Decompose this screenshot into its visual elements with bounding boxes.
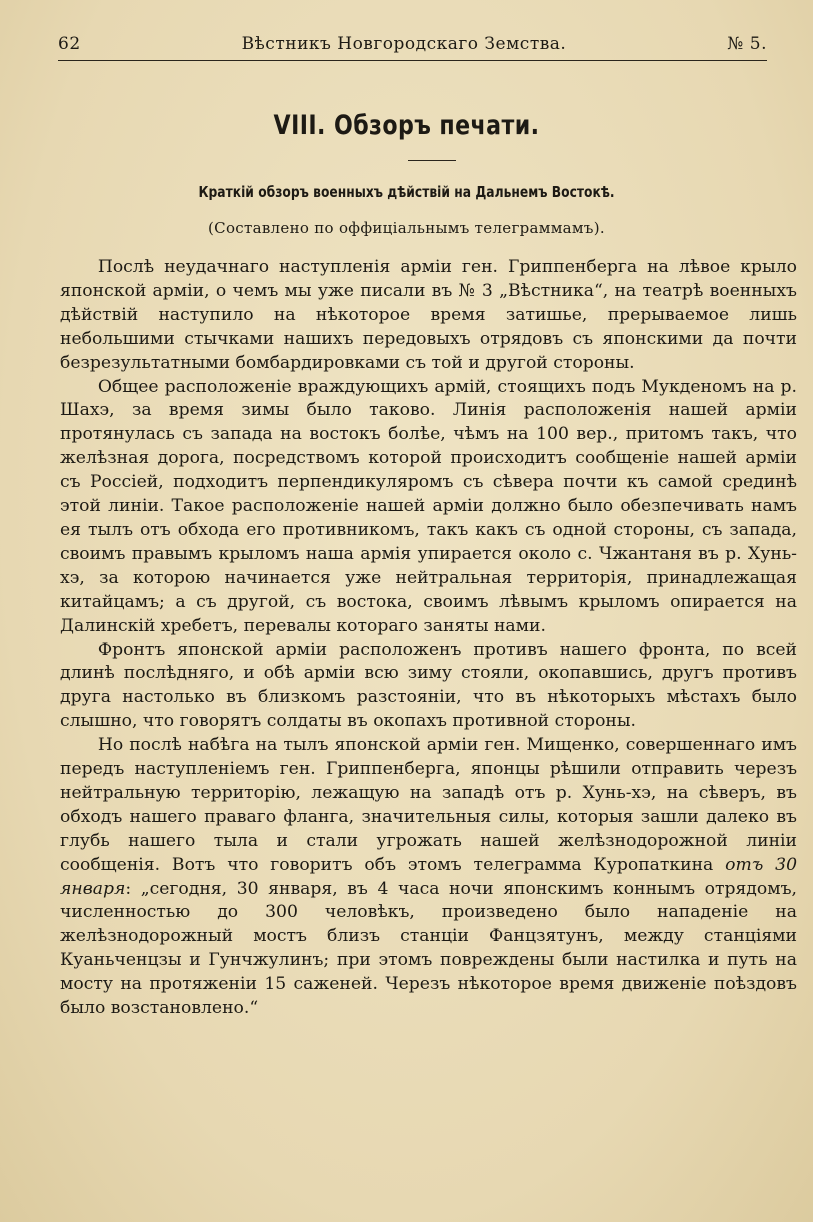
paragraph: Общее расположеніе враждующихъ армій, стоящихъ подъ Мукденомъ на р. Шахэ, за время зимы было таково. Линія расположенія нашей арміи протянулась съ запада на востокъ болѣе, чѣмъ на 100 вер., притомъ такъ, что желѣзная дорога, посредствомъ которой происходитъ сообщеніе нашей арміи съ Россіей, подходитъ перпендикуляромъ съ сѣвера почти къ самой срединѣ этой линіи. Такое расположеніе нашей арміи должно было обезпечивать намъ ея тылъ отъ обхода его противникомъ, такъ какъ съ одной стороны, съ запада, своимъ правымъ крыломъ наша армія упирается около с. Чжантаня въ р. Хунь-хэ, за которою начинается уже нейтральная территорія, принадлежащая китайцамъ; а съ другой, съ востока, своимъ лѣвымъ крыломъ опирается на Далинскій хребетъ, перевалы котораго заняты нами.	[60, 376, 797, 636]
article-note: (Составлено по оффиціальнымъ телеграммамъ).	[208, 219, 605, 237]
paragraph: Послѣ неудачнаго наступленія арміи ген. Гриппенберга на лѣвое крыло японской арміи, о чемъ мы уже писали въ № 3 „Вѣстника“, на театрѣ военныхъ дѣйствій наступило на нѣкоторое время затишье, прерываемое лишь небольшими стычками нашихъ передовыхъ отрядовъ съ японскими да почти безрезультатными бомбардировками съ той и другой стороны.	[60, 257, 797, 373]
header-rule	[58, 60, 767, 61]
running-header	[58, 30, 767, 58]
paragraph-text: Но послѣ набѣга на тылъ японской арміи ген. Мищенко, совершеннаго имъ передъ наступленіемъ ген. Гриппенберга, японцы рѣшили отправить черезъ нейтральную территорію, лежащую на западѣ отъ р. Хунь-хэ, на сѣверъ, въ обходъ нашего праваго фланга, значительныя силы, которыя зашли далеко въ глубь нашего тыла и стали угрожать нашей желѣзнодорожной линіи сообщенія. Вотъ что говоритъ объ этомъ телеграмма Куропаткина	[60, 735, 797, 875]
title-divider	[408, 160, 456, 161]
page-number: 62	[58, 34, 81, 54]
telegram-date: отъ 30 января	[60, 854, 798, 899]
issue-number: № 5.	[727, 34, 767, 54]
article-title: Краткій обзоръ военныхъ дѣйствій на Дальнемъ Востокѣ.	[198, 183, 615, 201]
paragraph-last	[60, 734, 797, 1021]
journal-title: Вѣстникъ Новгородскаго Земства.	[241, 34, 567, 54]
article-body	[60, 256, 797, 1021]
section-title: VIII. Обзоръ печати.	[273, 110, 540, 141]
telegram-quote: : „сегодня, 30 января, въ 4 часа ночи японскимъ коннымъ отрядомъ, численностью до 300 человѣкъ, произведено было нападеніе на желѣзнодорожный мостъ близъ станціи Фанцзятунъ, между станціями Куаньченцзы и Гунчжулинъ; при этомъ повреждены были настилка и путь на мосту на протяженіи 15 саженей. Черезъ нѣкоторое время движеніе поѣздовъ было возстановлено.“	[60, 878, 797, 1019]
paragraph: Фронтъ японской арміи расположенъ противъ нашего фронта, по всей длинѣ послѣдняго, и обѣ арміи всю зиму стояли, окопавшись, другъ противъ друга настолько въ близкомъ разстояніи, что въ нѣкоторыхъ мѣстахъ было слышно, что говорятъ солдаты въ окопахъ противной стороны.	[60, 639, 797, 732]
